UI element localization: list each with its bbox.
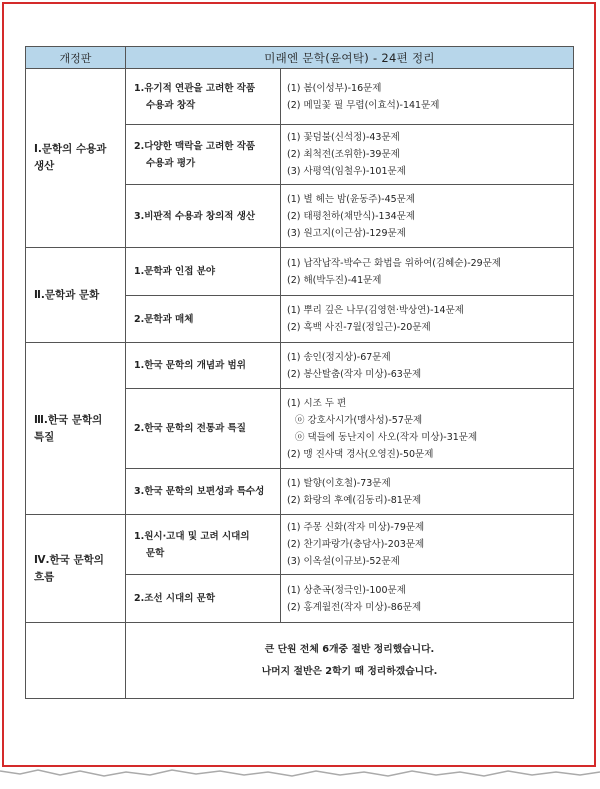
work-list: [281, 296, 574, 343]
unit-title-line: 특질: [34, 430, 55, 443]
work-item: (3) 사평역(임철우)-101문제: [287, 166, 406, 177]
subunit-title-line: 2.문학과 매체: [134, 313, 194, 325]
table-row: [26, 515, 574, 575]
work-item: (2) 최척전(조위한)-39문제: [287, 149, 400, 160]
unit-title-line: Ⅳ.한국 문학의: [34, 553, 104, 566]
work-list: [281, 389, 574, 469]
work-item: (2) 화랑의 후예(김동리)-81문제: [287, 494, 422, 506]
summary-line: 나머지 절반은 2학기 때 정리하겠습니다.: [261, 665, 438, 677]
work-item: ⓞ 강호사시가(맹사성)-57문제: [295, 414, 423, 426]
work-item: (1) 별 헤는 밤(윤동주)-45문제: [287, 193, 416, 205]
work-list: [281, 343, 574, 389]
subunit-title-line: 3.비판적 수용과 창의적 생산: [134, 210, 256, 222]
work-item: (1) 주몽 신화(작자 미상)-79문제: [287, 522, 425, 533]
subunit-title: [126, 125, 281, 185]
work-list: [281, 248, 574, 296]
subunit-title-line: 2.조선 시대의 문학: [134, 593, 216, 604]
work-list: [281, 125, 574, 185]
work-item: (2) 봉산탈춤(작자 미상)-63문제: [287, 368, 422, 380]
unit-title-line: Ⅲ.한국 문학의: [34, 413, 103, 426]
summary-empty-cell: [26, 623, 126, 699]
summary-note: [126, 623, 574, 699]
work-list: [281, 515, 574, 575]
work-item: (2) 홍계월전(작자 미상)-86문제: [287, 601, 422, 613]
subunit-title: [126, 185, 281, 248]
subunit-title-line: 3.한국 문학의 보편성과 특수성: [134, 486, 265, 497]
subunit-title-line: 1.한국 문학의 개념과 범위: [134, 360, 246, 371]
work-item: (2) 흑백 사진-7월(정일근)-20문제: [287, 322, 431, 333]
subunit-title: [126, 389, 281, 469]
table-row: [26, 343, 574, 389]
work-item: (1) 시조 두 편: [287, 397, 347, 409]
subunit-title: [126, 248, 281, 296]
subunit-title-line: 1.유기적 연관을 고려한 작품: [134, 82, 256, 94]
torn-edge: [0, 767, 600, 789]
header-edition: 개정판: [26, 47, 126, 69]
work-item: (2) 메밀꽃 필 무렵(이효석)-141문제: [287, 99, 440, 111]
subunit-title-line: 문학: [146, 547, 165, 559]
subunit-title-line: 1.문학과 인접 분야: [134, 266, 216, 277]
subunit-title-line: 1.원시·고대 및 고려 시대의: [134, 530, 250, 542]
work-list: [281, 575, 574, 623]
unit-title-line: 흐름: [34, 570, 55, 583]
subunit-title: [126, 343, 281, 389]
unit-title: [26, 343, 126, 515]
work-item: (2) 맹 진사댁 경사(오영진)-50문제: [287, 448, 434, 460]
work-item: (3) 이옥설(이규보)-52문제: [287, 556, 400, 567]
subunit-title-line: 수용과 평가: [146, 157, 196, 169]
work-item: ⓞ 댁들에 동난지이 사오(작자 미상)-31문제: [295, 431, 478, 443]
table-row: [26, 69, 574, 125]
subunit-title: [126, 515, 281, 575]
curriculum-table: [25, 46, 574, 699]
work-item: (1) 상춘곡(정극인)-100문제: [287, 584, 406, 596]
work-item: (2) 찬기파랑가(충담사)-203문제: [287, 539, 425, 550]
unit-title: [26, 69, 126, 248]
work-item: (1) 탈향(이호철)-73문제: [287, 477, 391, 489]
work-item: (2) 해(박두진)-41문제: [287, 274, 382, 286]
unit-title-line: 생산: [34, 160, 55, 172]
subunit-title: [126, 469, 281, 515]
header-row: [26, 47, 574, 69]
work-item: (2) 태평천하(채만식)-134문제: [287, 210, 416, 222]
table-row: [26, 248, 574, 296]
work-item: (1) 꽃덤불(신석정)-43문제: [287, 132, 400, 143]
work-item: (3) 원고지(이근삼)-129문제: [287, 227, 406, 239]
subunit-title-line: 2.한국 문학의 전통과 특질: [134, 423, 246, 434]
table-body: [26, 69, 574, 699]
work-list: [281, 469, 574, 515]
header-title: 미래엔 문학(윤여탁) - 24편 정리: [126, 47, 574, 69]
work-item: (1) 납작납작-박수근 화법을 위하여(김혜순)-29문제: [287, 257, 502, 269]
subunit-title: [126, 296, 281, 343]
unit-title: [26, 515, 126, 623]
work-list: [281, 185, 574, 248]
work-item: (1) 뿌리 깊은 나무(김영현·박상연)-14문제: [287, 305, 464, 316]
subunit-title: [126, 575, 281, 623]
unit-title-line: Ⅰ.문학의 수용과: [34, 143, 107, 155]
summary-row: [26, 623, 574, 699]
summary-line: 큰 단원 전체 6개중 절반 정리했습니다.: [264, 643, 435, 655]
subunit-title-line: 수용과 창작: [146, 99, 196, 111]
work-item: (1) 봄(이성부)-16문제: [287, 82, 382, 94]
unit-title: [26, 248, 126, 343]
subunit-title: [126, 69, 281, 125]
subunit-title-line: 2.다양한 맥락을 고려한 작품: [134, 140, 256, 152]
work-item: (1) 송인(정지상)-67문제: [287, 351, 391, 363]
unit-title-line: Ⅱ.문학과 문화: [34, 288, 100, 301]
work-list: [281, 69, 574, 125]
